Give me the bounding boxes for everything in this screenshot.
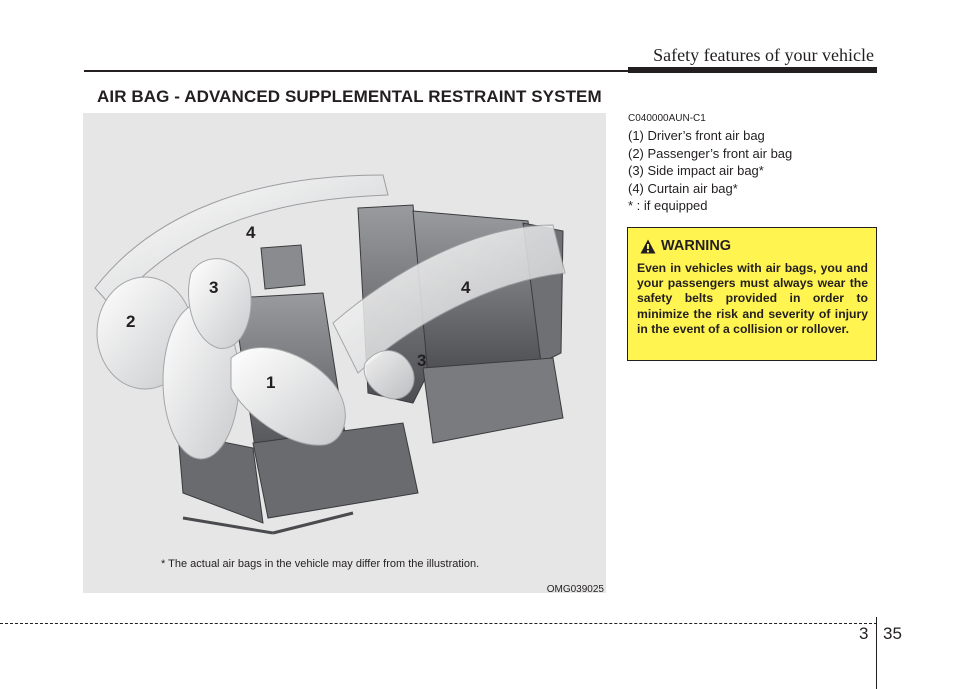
warning-box bbox=[627, 227, 877, 361]
legend-item: (3) Side impact air bag* bbox=[628, 163, 764, 178]
callout-4-rear: 4 bbox=[461, 278, 471, 297]
callout-4-front: 4 bbox=[246, 223, 256, 242]
legend-item: (2) Passenger’s front air bag bbox=[628, 145, 793, 161]
warning-title: WARNING bbox=[661, 238, 732, 254]
callout-1: 1 bbox=[266, 373, 276, 392]
chapter-number: 3 bbox=[859, 624, 869, 643]
warning-header bbox=[640, 238, 731, 254]
legend-item: * : if equipped bbox=[628, 198, 708, 213]
callout-3-rear: 3 bbox=[417, 351, 427, 370]
footer-divider bbox=[876, 617, 877, 689]
figure-code: OMG039025 bbox=[546, 584, 604, 595]
warning-triangle-icon bbox=[640, 239, 656, 254]
footer-rule bbox=[0, 623, 877, 624]
header-rule-accent bbox=[628, 67, 877, 73]
callout-3-front: 3 bbox=[209, 278, 219, 297]
legend-item: (1) Driver’s front air bag bbox=[628, 128, 765, 143]
airbag-drawing bbox=[83, 113, 606, 593]
callout-2: 2 bbox=[126, 312, 136, 331]
section-title: AIR BAG - ADVANCED SUPPLEMENTAL RESTRAINT SYSTEM bbox=[97, 87, 602, 106]
airbag-legend bbox=[628, 127, 792, 215]
legend-item: (4) Curtain air bag* bbox=[628, 180, 738, 196]
figure-note: * The actual air bags in the vehicle may differ from the illustration. bbox=[161, 558, 480, 570]
airbag-illustration bbox=[83, 113, 606, 593]
page-number: 35 bbox=[883, 624, 902, 643]
header-title: Safety features of your vehicle bbox=[653, 45, 874, 65]
doc-code: C040000AUN-C1 bbox=[628, 113, 706, 124]
warning-body: Even in vehicles with air bags, you and your passengers must always wear the safety belts provided in order to minimize the risk and severity of injury in the event of a collision or rollover. bbox=[637, 261, 868, 336]
